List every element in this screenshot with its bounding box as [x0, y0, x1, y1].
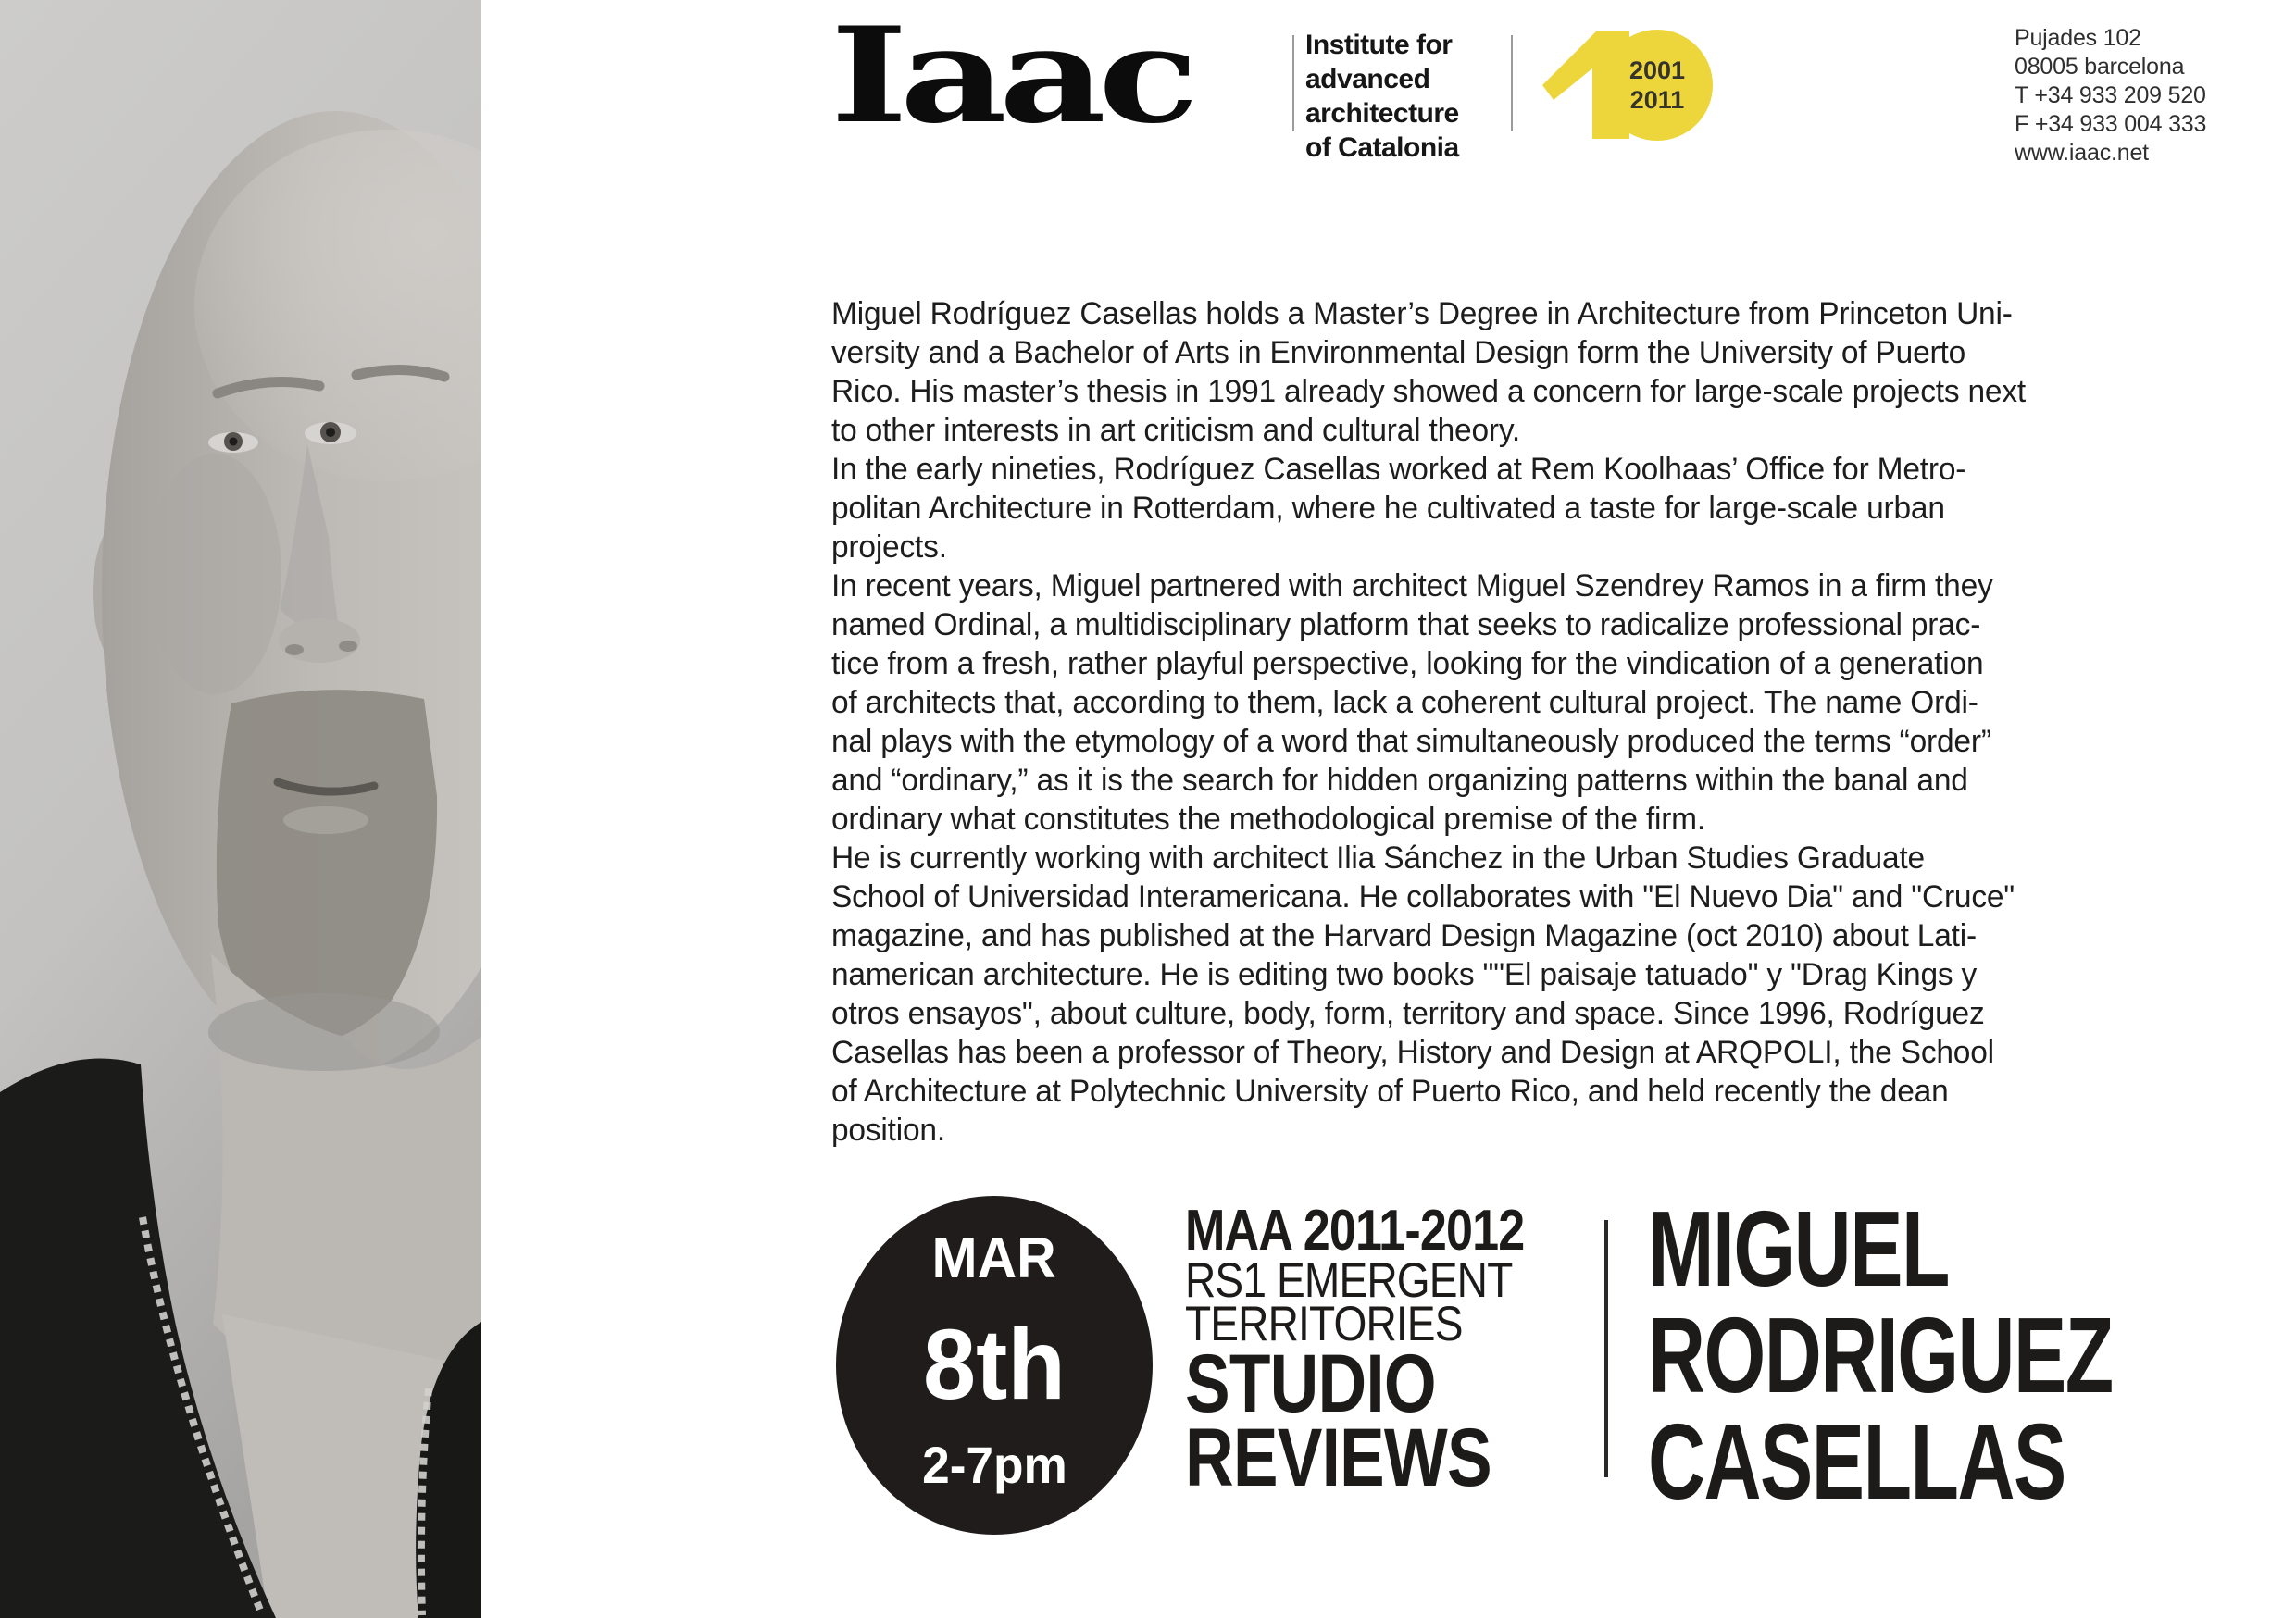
institute-name-line: architecture [1305, 98, 1459, 129]
date-badge-time: 2-7pm [921, 1435, 1067, 1494]
bio-line: Casellas has been a professor of Theory, History and Design at ARQPOLI, the School [831, 1035, 1994, 1070]
bio-line: to other interests in art criticism and cultural theory. [831, 413, 1521, 448]
date-badge [836, 1196, 1153, 1535]
contact-city: 08005 barcelona [2015, 54, 2185, 80]
speaker-divider [1604, 1220, 1608, 1477]
program-title: MAA 2011-2012 [1185, 1199, 1525, 1263]
bio-line: magazine, and has published at the Harvard Design Magazine (oct 2010) about Lati- [831, 918, 1977, 953]
speaker-name-line: RODRIGUEZ [1648, 1295, 2113, 1415]
bio-line: Miguel Rodríguez Casellas holds a Master’s Degree in Architecture from Princeton Uni- [831, 296, 2013, 331]
institute-name-line: of Catalonia [1305, 132, 1459, 163]
anniversary-zero [1602, 30, 1713, 141]
bio-line: School of Universidad Interamericana. He collaborates with "El Nuevo Dia" and "Cruce" [831, 879, 2015, 915]
bio-line: position. [831, 1113, 945, 1148]
speaker-name [1648, 1189, 2113, 1522]
anniversary-10-logo [1529, 26, 1742, 144]
biography-text [831, 294, 2026, 1150]
event-type-line: REVIEWS [1185, 1411, 1491, 1503]
bio-line: named Ordinal, a multidisciplinary platform that seeks to radicalize professional prac- [831, 607, 1981, 642]
header-divider-1 [1292, 35, 1294, 131]
anniversary-year-start: 2001 [1628, 56, 1686, 84]
anniversary-year-end: 2011 [1629, 86, 1685, 114]
date-badge-month: MAR [931, 1226, 1057, 1290]
bio-line: and “ordinary,” as it is the search for hidden organizing patterns within the banal and [831, 763, 1968, 798]
contact-address: Pujades 102 [2015, 25, 2141, 51]
contact-phone: T +34 933 209 520 [2015, 82, 2206, 108]
bio-line: He is currently working with architect Ilia Sánchez in the Urban Studies Graduate [831, 840, 1925, 876]
institute-name-line: Institute for [1305, 30, 1453, 60]
institute-name-line: advanced [1305, 64, 1430, 94]
bio-line: versity and a Bachelor of Arts in Environmental Design form the University of Puerto [831, 335, 1966, 370]
bio-line: of architects that, according to them, lack a coherent cultural project. The name Ordi- [831, 685, 1978, 720]
program-block [1185, 1199, 1589, 1503]
program-line: RS1 EMERGENT [1185, 1253, 1513, 1308]
contact-block [2015, 24, 2206, 168]
header-divider-2 [1511, 35, 1513, 131]
bio-line: tice from a fresh, rather playful perspective, looking for the vindication of a generation [831, 646, 1984, 681]
program-line: TERRITORIES [1185, 1297, 1463, 1351]
bio-line: of Architecture at Polytechnic University of Puerto Rico, and held recently the dean [831, 1074, 1949, 1109]
date-badge-day: 8th [923, 1307, 1066, 1420]
contact-website: www.iaac.net [2015, 140, 2149, 166]
bio-line: In recent years, Miguel partnered with architect Miguel Szendrey Ramos in a firm they [831, 568, 1993, 604]
contact-fax: F +34 933 004 333 [2015, 111, 2207, 137]
bio-line: otros ensayos", about culture, body, form, territory and space. Since 1996, Rodríguez [831, 996, 1985, 1031]
bio-line: In the early nineties, Rodríguez Casellas worked at Rem Koolhaas’ Office for Metro- [831, 452, 1966, 487]
bio-line: Rico. His master’s thesis in 1991 already showed a concern for large-scale projects next [831, 374, 2027, 409]
iaac-logo: Iaac [830, 0, 1192, 153]
speaker-name-line: CASELLAS [1648, 1401, 2065, 1522]
bio-line: projects. [831, 529, 947, 565]
speaker-name-line: MIGUEL [1648, 1189, 1949, 1309]
event-type-line: STUDIO [1185, 1337, 1436, 1429]
portrait-photo [0, 0, 481, 1618]
bio-line: nal plays with the etymology of a word that simultaneously produced the terms “order” [831, 724, 1991, 759]
institute-name [1305, 28, 1459, 165]
bio-line: namerican architecture. He is editing two books ""El paisaje tatuado" y "Drag Kings y [831, 957, 1978, 992]
bio-line: ordinary what constitutes the methodological premise of the firm. [831, 802, 1705, 837]
bio-line: politan Architecture in Rotterdam, where he cultivated a taste for large-scale urban [831, 491, 1945, 526]
